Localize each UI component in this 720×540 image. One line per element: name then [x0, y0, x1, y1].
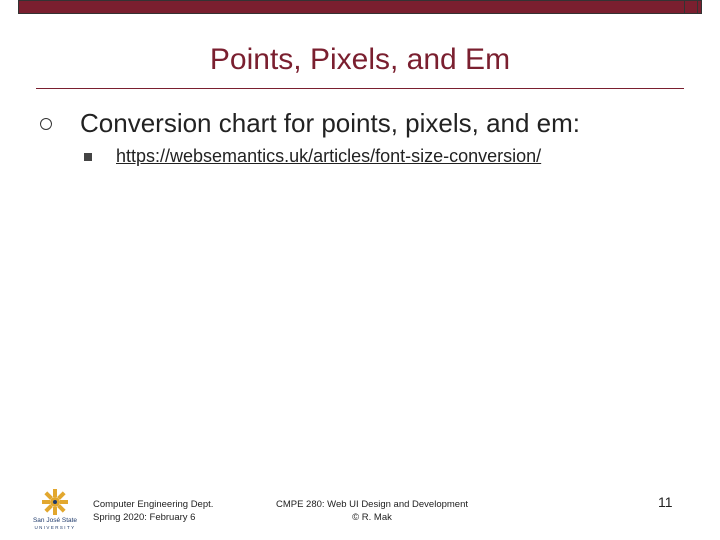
footer-center — [270, 498, 474, 524]
footer-left — [93, 498, 213, 524]
logo-line2: UNIVERSITY — [34, 525, 76, 530]
sjsu-logo — [28, 488, 82, 532]
sjsu-logo-icon — [28, 488, 82, 532]
footer-department: Computer Engineering Dept. — [93, 499, 214, 510]
title-divider — [36, 88, 684, 89]
footer-date: Spring 2020: February 6 — [93, 512, 196, 523]
conversion-link[interactable]: https://websemantics.uk/articles/font-size-conversion/ — [116, 146, 542, 166]
top-bar-end-block — [684, 0, 698, 14]
page-number: 11 — [658, 494, 673, 510]
footer-author: © R. Mak — [352, 512, 392, 523]
square-bullet-icon — [84, 153, 92, 161]
bullet-conversion-chart: Conversion chart for points, pixels, and em: — [80, 108, 581, 138]
logo-line1: San José State — [32, 517, 78, 524]
hollow-circle-bullet-icon — [40, 118, 52, 130]
top-decorative-bar — [18, 0, 702, 14]
slide-title: Points, Pixels, and Em — [209, 43, 511, 76]
footer-course: CMPE 280: Web UI Design and Development — [275, 499, 469, 510]
